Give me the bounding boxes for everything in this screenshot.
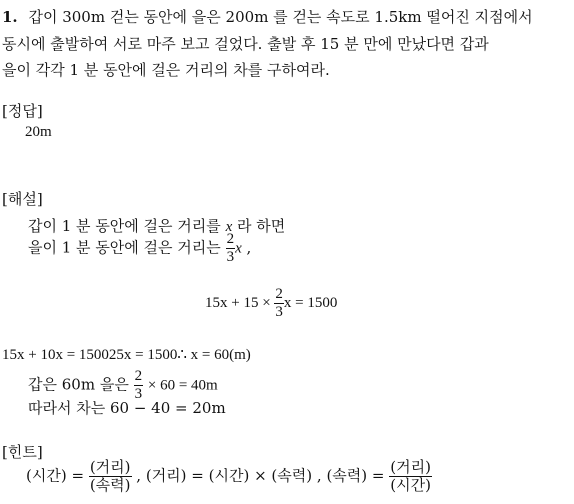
hint-header: [힌트] bbox=[2, 443, 43, 461]
hint-speed-lhs: (속력) = bbox=[326, 466, 385, 485]
solution-line-5: 따라서 차는 60 − 40 = 20m bbox=[28, 399, 226, 417]
frac-denominator-b: 3 bbox=[134, 386, 143, 402]
frac-numerator-b: 2 bbox=[134, 368, 143, 384]
problem-text-1: 갑이 300m 걷는 동안에 을은 200m 를 걷는 속도로 1.5km 떨어진 지점에서 bbox=[28, 8, 533, 26]
fraction-two-thirds bbox=[226, 232, 236, 265]
fraction-two-thirds-eq bbox=[274, 287, 284, 320]
solution-line-1-text: 갑이 1 분 동안에 걸은 거리를 bbox=[28, 217, 221, 235]
equation-left: 15x + 15 × bbox=[205, 294, 271, 311]
frac-denominator: 3 bbox=[226, 249, 235, 265]
solution-line-1-tail: 라 하면 bbox=[237, 217, 286, 235]
hint-speed-den: (시간) bbox=[390, 476, 431, 494]
hint-time-fraction bbox=[89, 460, 132, 493]
problem-text-2: 동시에 출발하여 서로 마주 보고 걸었다. 출발 후 15 분 만에 만났다면 갑과 bbox=[2, 35, 489, 53]
problem-number: 1. bbox=[2, 8, 18, 26]
solution-header: [해설] bbox=[2, 190, 43, 208]
equation-chain: 15x + 10x = 150025x = 1500∴ x = 60(m) bbox=[2, 347, 251, 363]
centered-equation bbox=[205, 287, 337, 320]
solution-line-4-tail: × 60 = 40m bbox=[147, 377, 218, 394]
solution-line-2-comma: , bbox=[246, 238, 252, 257]
frac-denominator-eq: 3 bbox=[275, 304, 283, 320]
solution-line-2-text: 을이 1 분 동안에 걸은 거리는 bbox=[28, 238, 221, 257]
variable-x-2: x bbox=[235, 240, 242, 257]
frac-numerator-eq: 2 bbox=[275, 286, 283, 302]
hint-sep-1: , bbox=[136, 466, 142, 485]
hint-time-den: (속력) bbox=[89, 476, 131, 494]
hint-speed-fraction bbox=[389, 460, 432, 493]
variable-x: x bbox=[225, 219, 233, 235]
answer-value: 20m bbox=[25, 124, 52, 140]
frac-numerator: 2 bbox=[226, 231, 235, 247]
equation-right: x = 1500 bbox=[283, 294, 338, 311]
hint-distance-formula: (거리) = (시간) × (속력) bbox=[145, 466, 313, 485]
answer-header: [정답] bbox=[2, 102, 43, 120]
problem-line-1 bbox=[2, 6, 533, 27]
hint-time-num: (거리) bbox=[89, 458, 131, 476]
hint-speed-num: (거리) bbox=[390, 458, 431, 476]
problem-text-3: 을이 각각 1 분 동안에 걸은 거리의 차를 구하여라. bbox=[2, 61, 330, 79]
hint-sep-2: , bbox=[316, 466, 322, 485]
hint-time-lhs: (시간) = bbox=[26, 466, 85, 485]
solution-line-4-text: 갑은 60m 을은 bbox=[28, 375, 129, 394]
hint-formulas bbox=[26, 460, 432, 493]
solution-line-2 bbox=[28, 232, 251, 265]
